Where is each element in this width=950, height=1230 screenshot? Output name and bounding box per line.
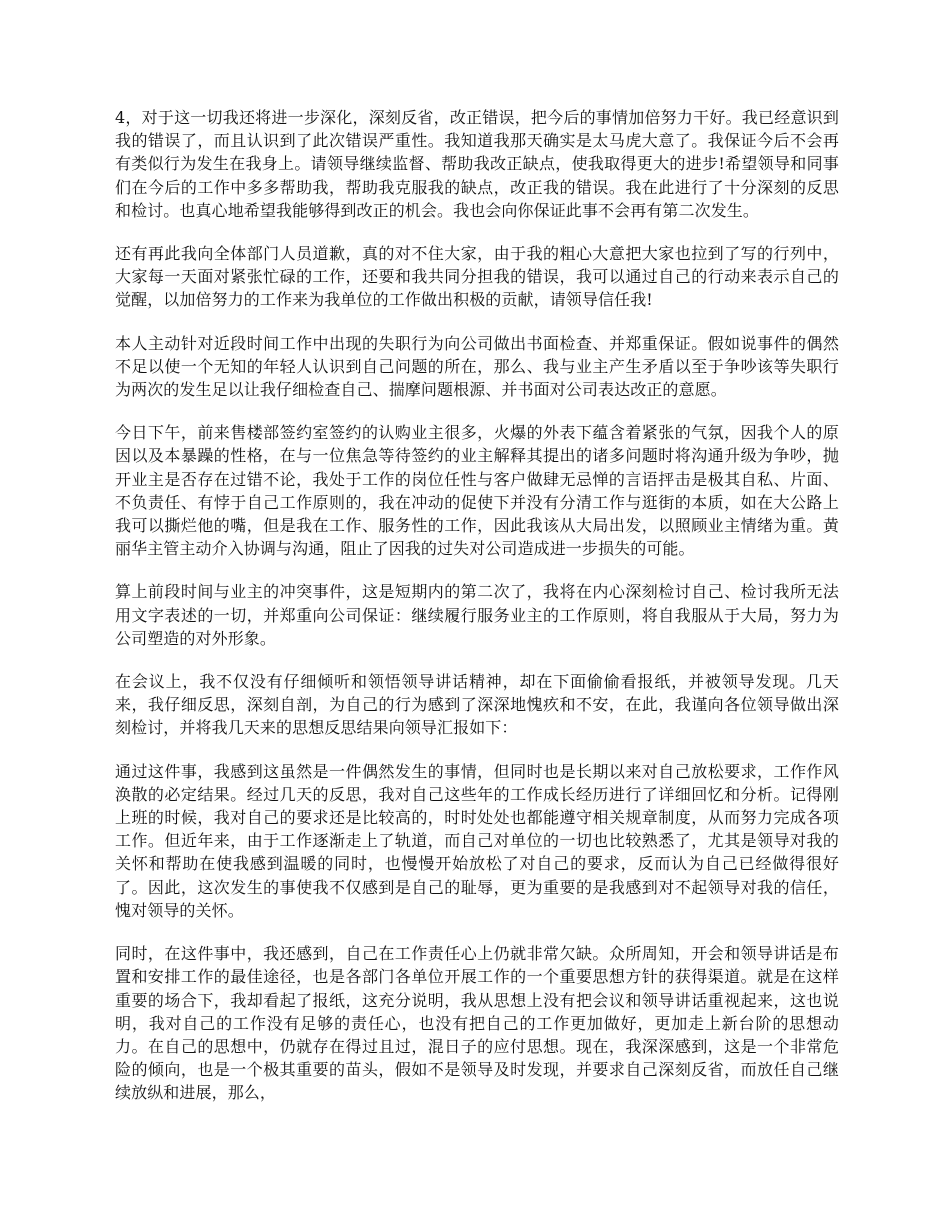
- paragraph-1: 4，对于这一切我还将进一步深化，深刻反省，改正错误，把今后的事情加倍努力干好。我已经意识到我的错误了，而且认识到了此次错误严重性。我知道我那天确实是太马虎大意了。我保证今后不会再有类似行为发生在我身上。请领导继续监督、帮助我改正缺点，使我取得更大的进步!希望领导和同事们在今后的工作中多多帮助我，帮助我克服我的缺点，改正我的错误。我在此进行了十分深刻的反思和检讨。也真心地希望我能够得到改正的机会。我也会向你保证此事不会再有第二次发生。: [115, 108, 839, 220]
- paragraph-2: 还有再此我向全体部门人员道歉，真的对不住大家，由于我的粗心大意把大家也拉到了写的行列中，大家每一天面对紧张忙碌的工作，还要和我共同分担我的错误，我可以通过自己的行动来表示自己的觉醒，以加倍努力的工作来为我单位的工作做出积极的贡献，请领导信任我!: [115, 244, 839, 310]
- paragraph-3: 本人主动针对近段时间工作中出现的失职行为向公司做出书面检查、并郑重保证。假如说事件的偶然不足以使一个无知的年轻人认识到自己问题的所在，那么、我与业主产生矛盾以至于争吵该等失职行为两次的发生足以让我仔细检查自己、揣摩问题根源、并书面对公司表达改正的意愿。: [115, 333, 839, 400]
- paragraph-6: 在会议上，我不仅没有仔细倾听和领悟领导讲话精神，却在下面偷偷看报纸，并被领导发现。几天来，我仔细反思，深刻自剖，为自己的行为感到了深深地愧疚和不安，在此，我谨向各位领导做出深刻检讨，并将我几天来的思想反思结果向领导汇报如下：: [115, 672, 839, 738]
- paragraph-7: 通过这件事，我感到这虽然是一件偶然发生的事情，但同时也是长期以来对自己放松要求，工作作风涣散的必定结果。经过几天的反思，我对自己这些年的工作成长经历进行了详细回忆和分析。记得刚上班的时候，我对自己的要求还是比较高的，时时处处也都能遵守相关规章制度，从而努力完成各项工作。但近年来，由于工作逐渐走上了轨道，而自己对单位的一切也比较熟悉了，尤其是领导对我的关怀和帮助在使我感到温暖的同时，也慢慢开始放松了对自己的要求，反而认为自己已经做得很好了。因此，这次发生的事使我不仅感到是自己的耻辱，更为重要的是我感到对不起领导对我的信任，愧对领导的关怀。: [115, 761, 839, 920]
- paragraph-4: 今日下午，前来售楼部签约室签约的认购业主很多，火爆的外表下蕴含着紧张的气氛，因我个人的原因以及本暴躁的性格，在与一位焦急等待签约的业主解释其提出的诸多问题时将沟通升级为争吵，抛开业主是否存在过错不论，我处于工作的岗位任性与客户做肆无忌惮的言语抨击是极其自私、片面、不负责任、有悖于自己工作原则的，我在冲动的促使下并没有分清工作与逛街的本质，如在大公路上我可以撕烂他的嘴，但是我在工作、服务性的工作，因此我该从大局出发，以照顾业主情绪为重。黄丽华主管主动介入协调与沟通，阻止了因我的过失对公司造成进一步损失的可能。: [115, 423, 839, 559]
- paragraph-8: 同时，在这件事中，我还感到，自己在工作责任心上仍就非常欠缺。众所周知，开会和领导讲话是布置和安排工作的最佳途径，也是各部门各单位开展工作的一个重要思想方针的获得渠道。就是在这样重要的场合下，我却看起了报纸，这充分说明，我从思想上没有把会议和领导讲话重视起来，这也说明，我对自己的工作没有足够的责任心，也没有把自己的工作更加做好，更加走上新台阶的思想动力。在自己的思想中，仍就存在得过且过，混日子的应付思想。现在，我深深感到，这是一个非常危险的倾向，也是一个极其重要的苗头，假如不是领导及时发现，并要求自己深刻反省，而放任自己继续放纵和进展，那么，: [115, 944, 839, 1103]
- document-body: [115, 106, 839, 1125]
- paragraph-5: 算上前段时间与业主的冲突事件，这是短期内的第二次了，我将在内心深刻检讨自己、检讨我所无法用文字表述的一切，并郑重向公司保证：继续履行服务业主的工作原则，将自我服从于大局，努力为公司塑造的对外形象。: [115, 582, 839, 648]
